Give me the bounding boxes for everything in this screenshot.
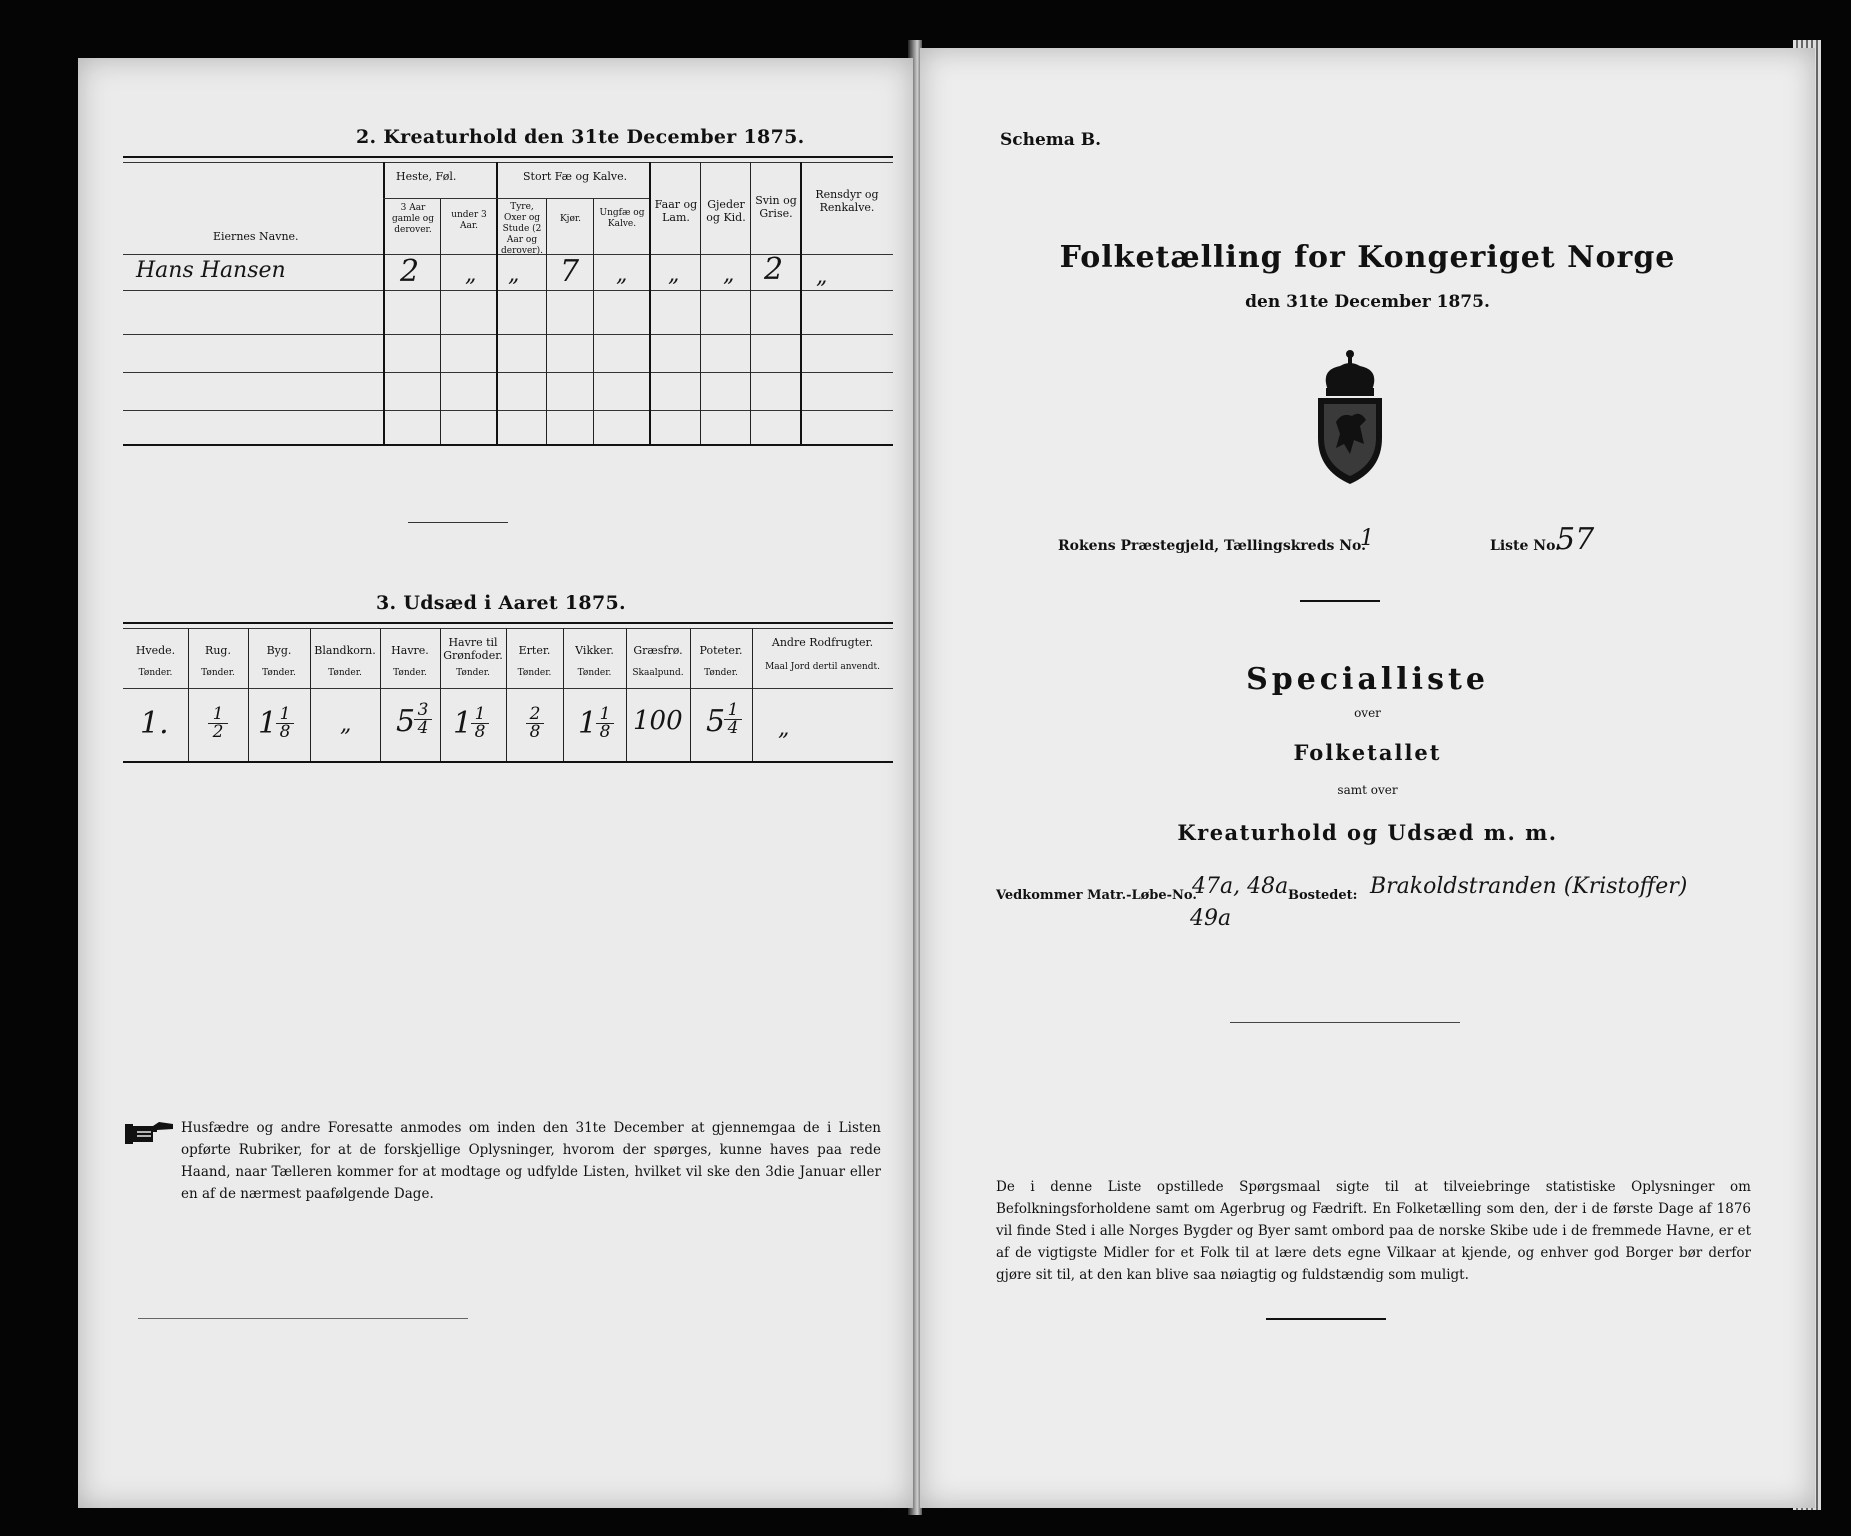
udsaed-header-name: Andre Rodfrugter. (771, 636, 874, 649)
table1-col-rule (440, 198, 441, 444)
poteter-numerator: 1 (727, 700, 739, 720)
bosted-label: Bostedet: (1288, 888, 1358, 903)
table2-col-rule (310, 628, 311, 761)
udsaed-header-name: Vikker. (575, 644, 614, 657)
instruction-note: Husfædre og andre Foresatte anmodes om inden den 31te December at gjennemgaa de i Listen opførte Rubriker, for at de forskjellige Oplysninger, hvorom der spørges, kunne haves paa rede Haand, naar Tælleren kommer for at modtage og udfylde Listen, hvilket vil ske den 3die Januar eller en af de nærmest paafølgende Dage. (181, 1120, 881, 1202)
table2-top-rule (123, 622, 893, 624)
value-faar: „ (668, 262, 680, 287)
vikker-denominator: 8 (596, 723, 614, 741)
table2-col-rule (563, 628, 564, 761)
parish-number: 1 (1360, 526, 1374, 551)
udsaed-header-name: Rug. (205, 644, 231, 657)
header-owner: Eiernes Navne. (213, 230, 299, 243)
table2-col-rule (690, 628, 691, 761)
value-stort-b: 7 (560, 254, 580, 289)
udsaed-header-name: Havre til Grønfoder. (443, 636, 503, 662)
header-heste: Heste, Føl. (396, 170, 457, 183)
main-subtitle: den 31te December 1875. (1245, 292, 1490, 312)
value-stort-a: „ (508, 262, 520, 287)
divider (1230, 1022, 1460, 1023)
header-faar: Faar og Lam. (654, 198, 698, 224)
table1-col-rule (649, 162, 651, 444)
value-poteter-whole: 5 (706, 704, 726, 739)
left-page (78, 58, 913, 1508)
header-heste-a: 3 Aar gamle og derover. (392, 203, 434, 235)
owner-name: Hans Hansen (136, 258, 286, 283)
value-gjeder: „ (723, 262, 735, 287)
parish-label: Rokens Præstegjeld, Tællingskreds No. (1058, 538, 1367, 554)
erter-denominator: 8 (526, 723, 544, 741)
udsaed-header-unit: Skaalpund. (632, 668, 684, 678)
table1-row-rule (123, 334, 893, 335)
header-rensdyr: Rensdyr og Renkalve. (815, 188, 879, 214)
value-heste-b: „ (465, 262, 477, 287)
table1-subheader-rule (383, 198, 649, 199)
value-hvede: 1. (140, 706, 169, 741)
value-gron-whole: 1 (453, 706, 473, 741)
divider (408, 522, 508, 523)
table2-col-rule (626, 628, 627, 761)
schema-label: Schema B. (1000, 130, 1102, 150)
havre-denominator: 4 (414, 719, 432, 737)
bosted-value: Brakoldstranden (Kristoffer) (1370, 874, 1688, 899)
table2-header-rule (123, 688, 893, 689)
liste-number: 57 (1556, 522, 1595, 557)
header-stort-a: Tyre, Oxer og Stude (2 Aar og derover). (501, 202, 543, 256)
table1-row-rule (123, 410, 893, 411)
value-havre (414, 702, 432, 737)
poteter-denominator: 4 (724, 719, 742, 737)
table2-col-rule (440, 628, 441, 761)
udsaed-header-unit: Tønder. (577, 668, 612, 678)
divider (1300, 600, 1380, 602)
statement-text: De i denne Liste opstillede Spørgsmaal sigte til at tilveiebringe statistiske Oplysninger om Befolkningsforholdene samt om Agerbrug og Fædrift. En Folketælling som den, der i de første Dage af 1876 vil finde Sted i alle Norges Bygder og Byer samt ombord paa de norske Skibe ude i de fremmede Havne, er et af de vigtigste Midler for et Folk til at lære dets egne Vilkaar at kjende, og enhver god Borger bør derfor gjøre sit til, at den kan blive saa nøiagtig og fuldstændig som muligt. (996, 1179, 1751, 1283)
table1-bottom-rule (123, 444, 893, 446)
value-andre: „ (778, 716, 790, 741)
table2-col-rule (188, 628, 189, 761)
samt-over-label: samt over (1337, 783, 1398, 797)
table2-col-rule (248, 628, 249, 761)
table2-col-rule (380, 628, 381, 761)
vikker-numerator: 1 (599, 704, 611, 724)
right-page (920, 48, 1815, 1508)
table1-top-rule (123, 156, 893, 158)
udsaed-header-unit: Maal Jord dertil anvendt. (765, 662, 880, 672)
udsaed-header-name: Havre. (391, 644, 429, 657)
header-heste-b: under 3 Aar. (451, 210, 487, 231)
udsaed-header-name: Græsfrø. (633, 644, 683, 657)
folketallet-heading: Folketallet (1293, 740, 1442, 765)
table1-row-rule (123, 372, 893, 373)
havre-numerator: 3 (417, 700, 429, 720)
specialliste-heading: Specialliste (1246, 662, 1489, 697)
udsaed-header-unit: Tønder. (456, 668, 490, 678)
header-gjeder: Gjeder og Kid. (706, 198, 746, 224)
header-svin: Svin og Grise. (755, 194, 797, 220)
kreaturhold-heading: Kreaturhold og Udsæd m. m. (1177, 820, 1558, 845)
table1-col-rule (700, 162, 701, 444)
udsaed-header-unit: Tønder. (262, 668, 296, 678)
value-svin: 2 (764, 252, 784, 287)
udsaed-header-unit: Tønder. (704, 668, 738, 678)
gron-denominator: 8 (471, 723, 489, 741)
value-byg (276, 706, 294, 741)
table2-bottom-rule (123, 761, 893, 763)
byg-denominator: 8 (276, 723, 294, 741)
matr-value: 47a, 48a (1192, 874, 1289, 899)
table1-col-rule (750, 162, 751, 444)
udsaed-header-name: Erter. (518, 644, 551, 657)
value-graesfro: 100 (633, 706, 683, 736)
header-stortfae: Stort Fæ og Kalve. (523, 170, 628, 183)
gron-numerator: 1 (474, 704, 486, 724)
value-byg-whole: 1 (258, 706, 278, 741)
table1-row-rule (123, 290, 893, 291)
value-heste-a: 2 (400, 254, 420, 289)
value-blandkorn: „ (340, 712, 352, 737)
table2-col-rule (506, 628, 507, 761)
value-havre-whole: 5 (396, 704, 416, 739)
section3-title: 3. Udsæd i Aaret 1875. (376, 592, 626, 614)
matr-label: Vedkommer Matr.-Løbe-No. (996, 888, 1197, 903)
pointing-hand-icon (123, 1118, 175, 1148)
matr-value-2: 49a (1190, 906, 1232, 931)
value-rensdyr: „ (816, 264, 828, 289)
udsaed-header-unit: Tønder. (138, 668, 173, 678)
value-stort-c: „ (616, 262, 628, 287)
value-gron (471, 706, 489, 741)
udsaed-header-name: Hvede. (135, 644, 176, 657)
table2-col-rule (752, 628, 753, 761)
table1-top-rule-2 (123, 162, 893, 163)
value-erter (526, 706, 544, 741)
udsaed-header-unit: Tønder. (393, 668, 427, 678)
udsaed-header-unit: Tønder. (517, 668, 552, 678)
header-stort-c: Ungfæ og Kalve. (599, 208, 645, 229)
value-vikker (596, 706, 614, 741)
coat-of-arms-icon (1300, 348, 1400, 488)
rug-numerator: 1 (212, 704, 224, 724)
main-title: Folketælling for Kongeriget Norge (1059, 240, 1676, 275)
table1-col-rule (593, 198, 594, 444)
table1-col-rule (383, 162, 385, 444)
table1-col-rule (546, 198, 547, 444)
value-vikker-whole: 1 (578, 706, 598, 741)
erter-numerator: 2 (529, 704, 541, 724)
udsaed-header-unit: Tønder. (328, 668, 362, 678)
table2-top-rule-2 (123, 628, 893, 629)
over-label: over (1354, 706, 1381, 720)
rug-denominator: 2 (208, 723, 228, 741)
udsaed-header-name: Blandkorn. (314, 644, 376, 657)
udsaed-header-unit: Tønder. (201, 668, 235, 678)
value-poteter (724, 702, 742, 737)
byg-numerator: 1 (279, 704, 291, 724)
udsaed-header-name: Byg. (266, 644, 292, 657)
section2-title: 2. Kreaturhold den 31te December 1875. (356, 126, 805, 148)
header-stort-b: Kjør. (559, 214, 582, 224)
value-rug (208, 706, 228, 741)
liste-label: Liste No. (1490, 538, 1561, 554)
udsaed-header-name: Poteter. (699, 644, 743, 657)
faint-rule (138, 1318, 468, 1319)
divider (1266, 1318, 1386, 1320)
